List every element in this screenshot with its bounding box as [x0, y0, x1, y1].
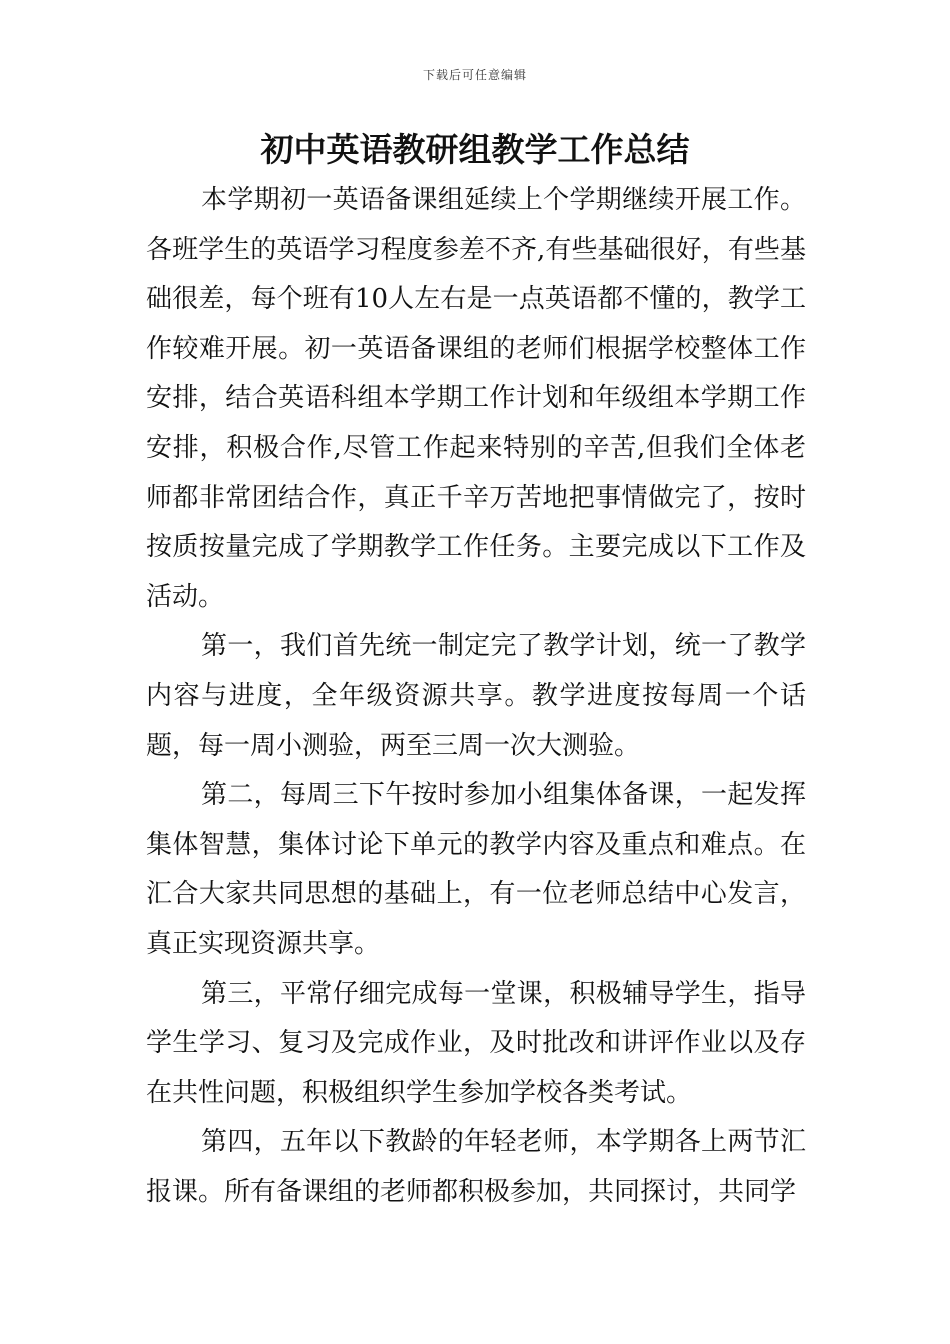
paragraph-second: 第二，每周三下午按时参加小组集体备课，一起发挥集体智慧，集体讨论下单元的教学内容及重点和难点。在汇合大家共同思想的基础上，有一位老师总结中心发言，真正实现资源共享。: [146, 780, 806, 959]
paragraph-first: 第一，我们首先统一制定完了教学计划，统一了教学内容与进度，全年级资源共享。教学进度按每周一个话题，每一周小测验，两至三周一次大测验。: [146, 631, 806, 761]
paragraph-fourth: 第四，五年以下教龄的年轻老师，本学期各上两节汇报课。所有备课组的老师都积极参加，共同探讨，共同学: [146, 1127, 806, 1207]
paragraph-intro: 本学期初一英语备课组延续上个学期继续开展工作。各班学生的英语学习程度参差不齐,有些基础很好，有些基础很差，每个班有10人左右是一点英语都不懂的，教学工作较难开展。初一英语备课组的老师们根据学校整体工作安排，结合英语科组本学期工作计划和年级组本学期工作安排，积极合作,尽管工作起来特别的辛苦,但我们全体老师都非常团结合作，真正千辛万苦地把事情做完了，按时按质按量完成了学期教学工作任务。主要完成以下工作及活动。: [146, 185, 806, 612]
document-title: 初中英语教研组教学工作总结: [260, 130, 690, 169]
header-note: 下载后可任意编辑: [422, 68, 527, 82]
paragraph-third: 第三，平常仔细完成每一堂课，积极辅导学生，指导学生学习、复习及完成作业，及时批改和讲评作业以及存在共性问题，积极组织学生参加学校各类考试。: [146, 978, 806, 1108]
document-body: [146, 176, 806, 1217]
